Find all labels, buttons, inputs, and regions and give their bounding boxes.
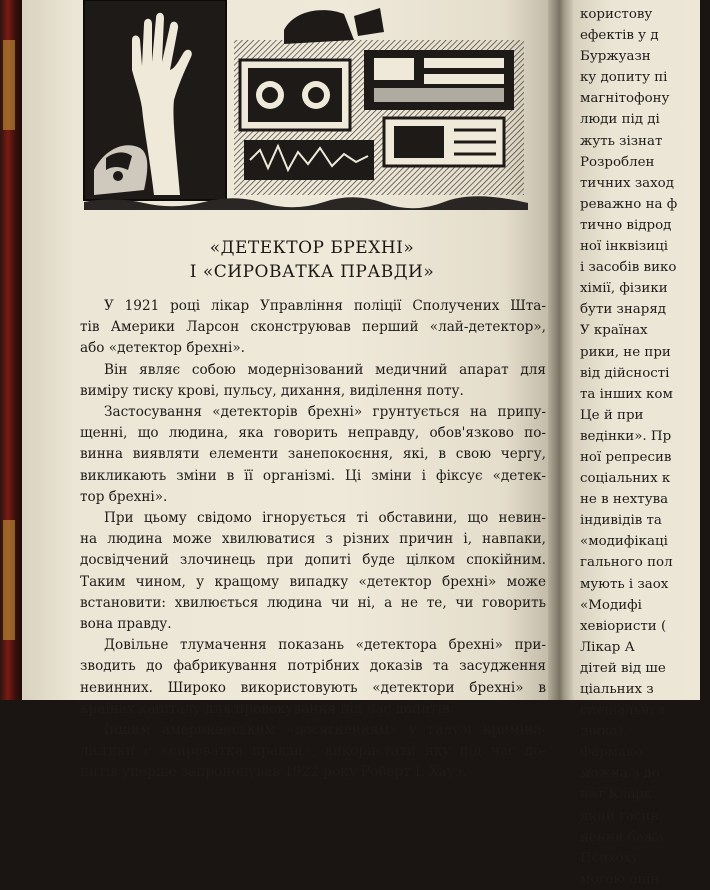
right-page-line: ведінки». Пр xyxy=(580,428,672,444)
right-page-line: «Модифі xyxy=(580,597,642,613)
text-line: Довільне тлумачення показань «детектора брехні» при- xyxy=(104,637,546,654)
chapter-body-text xyxy=(80,296,546,784)
right-page-line: та інших ком xyxy=(580,386,673,402)
right-page-line: дінка). xyxy=(580,724,628,740)
right-page-line: нення бажа xyxy=(580,829,664,845)
right-page-line: люди під ді xyxy=(580,112,660,128)
text-line: У 1921 році лікар Управління поліції Сполучених Шта- xyxy=(104,298,546,314)
right-page-line: хімії, фізики xyxy=(580,281,668,297)
right-page-line: гального пол xyxy=(580,555,673,571)
text-line: При цьому свідомо ігнорується ті обставини, що невин- xyxy=(104,510,546,527)
text-line: виміру тиску крові, пульсу, дихання, виділення поту. xyxy=(80,382,464,399)
right-page-line: бути знаряд xyxy=(580,302,667,318)
right-page-line: У країнах xyxy=(580,323,648,339)
text-line: на людина може хвилюватися з різних причин і, навпаки, xyxy=(80,531,546,548)
right-page-line: Це й при xyxy=(580,407,644,423)
right-page-line: соціальних к xyxy=(580,471,671,487)
left-page xyxy=(22,0,558,781)
chapter-title-line-1: «ДЕТЕКТОР БРЕХНІ» xyxy=(209,238,415,258)
right-page-line: можна з до xyxy=(580,766,660,782)
right-page-line: ної репресив xyxy=(580,449,672,465)
text-line: питів уперше запропонував 1922 року Роберт І. Хауз. xyxy=(80,764,467,781)
text-line: лістики є «сироватка правди», використати яку під час до- xyxy=(80,743,546,760)
right-page-line: Буржуазн xyxy=(580,49,651,65)
right-page-line: тичних заход xyxy=(580,175,674,191)
right-page-line: хевіористи ( xyxy=(580,618,667,634)
text-line: вона правду. xyxy=(80,616,172,633)
right-page-line: «модифікаці xyxy=(580,534,668,550)
text-line: встановити: хвилюється людина чи ні, а не те, чи говорить xyxy=(80,594,546,611)
right-page-line: мують і заох xyxy=(580,576,669,592)
right-page-line: який гасив xyxy=(580,808,658,824)
right-page-line: Розроблен xyxy=(580,154,655,170)
right-page-text xyxy=(580,4,710,890)
right-page-line: могою оцін xyxy=(580,871,660,887)
right-page-line: спеціальні т xyxy=(580,703,666,719)
right-page-line: Лікар А xyxy=(580,639,635,655)
text-line: Він являє собою модернізований медичний апарат для xyxy=(104,361,546,378)
right-page-line: від дійсності xyxy=(580,365,670,381)
text-line: викликають зміни в її організмі. Ці зміни і фіксує «детек- xyxy=(80,467,546,484)
text-line: досвідчений злочинець при допиті буде цілком спокійним. xyxy=(80,552,546,569)
right-page-line: магнітофону xyxy=(580,91,670,107)
chapter-title-line-2: І «СИРОВАТКА ПРАВДИ» xyxy=(189,262,435,282)
right-page-line: ку допиту пі xyxy=(580,70,668,86)
book-spine-left xyxy=(0,0,22,700)
right-page-line: нат Кларк xyxy=(580,787,653,803)
text-line: тор брехні». xyxy=(80,488,168,505)
right-page-line: жуть зізнат xyxy=(580,133,663,149)
right-page-line: користову xyxy=(580,7,653,22)
right-page-line: ної інквізиці xyxy=(580,239,669,255)
right-page-line: не в нехтува xyxy=(580,492,669,508)
chapter-illustration xyxy=(84,0,528,215)
text-line: Застосування «детекторів брехні» грунтується на припу- xyxy=(104,404,546,421)
text-line: щенні, що людина, яка говорить неправду, обов'язково по- xyxy=(80,425,546,442)
right-page-line: дітей від ше xyxy=(580,660,666,676)
right-page-line: індивідів та xyxy=(580,513,662,529)
right-page-line: ціальних з xyxy=(580,682,654,697)
text-line: Іншим американським «досягненням» у галузі криміна- xyxy=(104,722,546,739)
right-page-line: рики, не при xyxy=(580,344,671,360)
text-line: країнах капіталу для провокування під час допитів. xyxy=(80,700,454,717)
text-line: Таким чином, у кращому випадку «детектор брехні» може xyxy=(80,573,546,590)
right-page-line: Фармако xyxy=(580,745,643,761)
book-gutter xyxy=(548,0,574,700)
right-page-line: реважно на ф xyxy=(580,196,678,212)
right-page-line: Психоху xyxy=(580,850,640,866)
right-page-line: і засобів вико xyxy=(580,260,677,276)
text-line: зводить до фабрикування потрібних доказів та засудження xyxy=(80,658,546,675)
lie-detector-machine-icon xyxy=(234,8,524,195)
right-page-line: ефектів у д xyxy=(580,28,659,44)
right-page xyxy=(574,0,700,887)
text-line: винна виявляти елементи занепокоєння, які, в свою чергу, xyxy=(80,446,546,463)
right-page-line: тично відрод xyxy=(580,217,672,233)
text-line: або «детектор брехні». xyxy=(80,340,245,357)
text-line: тів Америки Ларсон сконструював перший «лай-детектор», xyxy=(80,319,546,336)
text-line: невинних. Широко використовують «детектори брехні» в xyxy=(80,679,546,696)
